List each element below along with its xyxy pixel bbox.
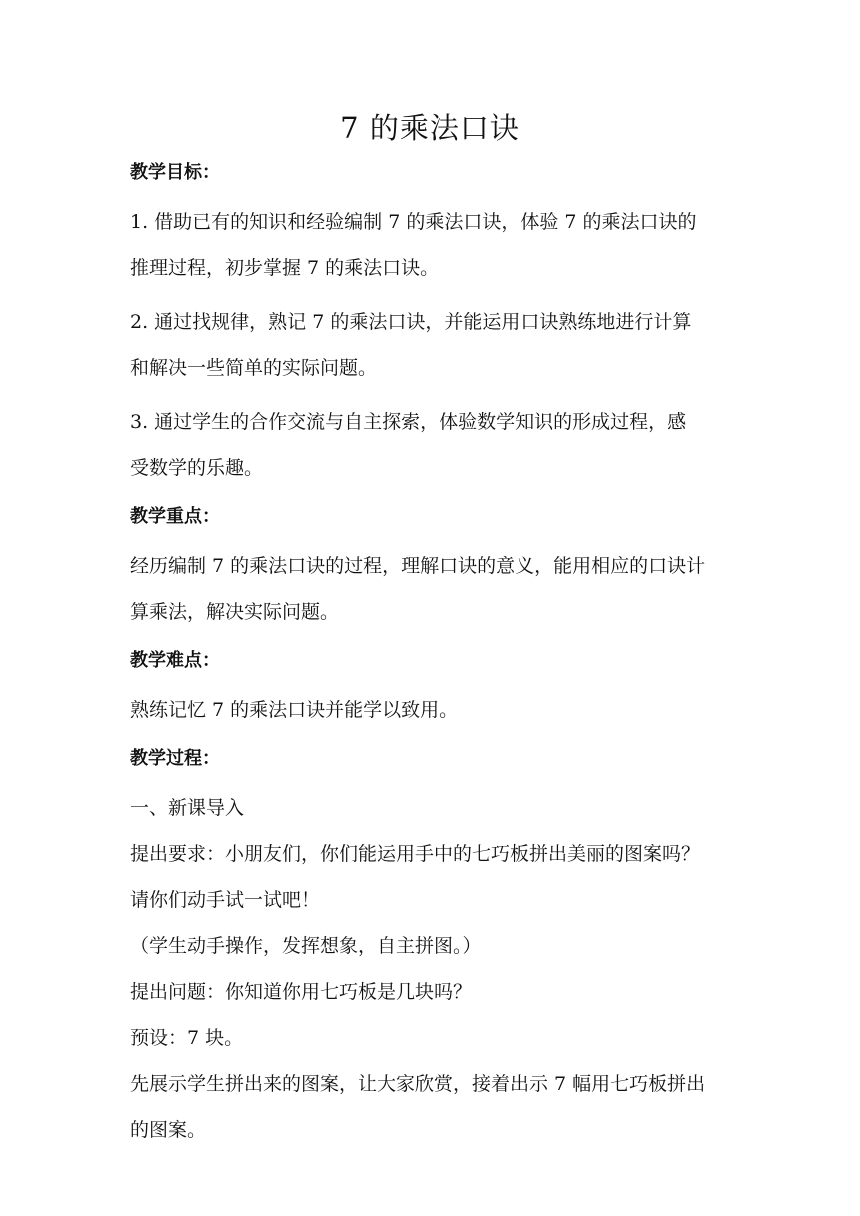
goal-1 — [130, 199, 732, 291]
difficulty — [130, 687, 732, 733]
page-title: 7 的乘法口诀 — [340, 111, 520, 145]
question-line: 提出问题：你知道你用七巧板是几块吗？ — [130, 981, 473, 1003]
goal-3-line-1: 3. 通过学生的合作交流与自主探索，体验数学知识的形成过程，感 — [130, 411, 687, 433]
difficulty-line-1: 熟练记忆 7 的乘法口诀并能学以致用。 — [130, 699, 459, 721]
preset-line: 预设：7 块。 — [130, 1027, 244, 1049]
goal-2 — [130, 299, 732, 391]
key-points — [130, 543, 732, 635]
process-heading: 教学过程： — [130, 748, 220, 769]
show-line-1: 先展示学生拼出来的图案，让大家欣赏，接着出示 7 幅用七巧板拼出 — [130, 1073, 706, 1095]
difficulty-heading: 教学难点： — [130, 650, 220, 671]
goal-3-line-2: 受数学的乐趣。 — [130, 457, 264, 479]
goal-2-line-2: 和解决一些简单的实际问题。 — [130, 357, 378, 379]
goals-heading: 教学目标： — [130, 162, 220, 183]
key-points-line-1: 经历编制 7 的乘法口诀的过程，理解口诀的意义，能用相应的口诀计 — [130, 555, 706, 577]
key-points-line-2: 算乘法，解决实际问题。 — [130, 601, 340, 623]
goal-1-line-1: 1. 借助已有的知识和经验编制 7 的乘法口诀，体验 7 的乘法口诀的 — [130, 211, 697, 233]
show-line-2: 的图案。 — [130, 1119, 207, 1141]
request-line-2: 请你们动手试一试吧！ — [130, 889, 321, 911]
process-body — [130, 785, 732, 1153]
document-body — [130, 157, 732, 1167]
goal-1-line-2: 推理过程，初步掌握 7 的乘法口诀。 — [130, 257, 440, 279]
student-action: （学生动手操作，发挥想象，自主拼图。） — [130, 935, 482, 957]
key-points-heading: 教学重点： — [130, 506, 220, 527]
goal-2-line-1: 2. 通过找规律，熟记 7 的乘法口诀，并能运用口诀熟练地进行计算 — [130, 311, 692, 333]
request-line-1: 提出要求：小朋友们，你们能运用手中的七巧板拼出美丽的图案吗？ — [130, 843, 701, 865]
goal-3 — [130, 399, 732, 491]
process-step-1: 一、新课导入 — [130, 797, 245, 819]
